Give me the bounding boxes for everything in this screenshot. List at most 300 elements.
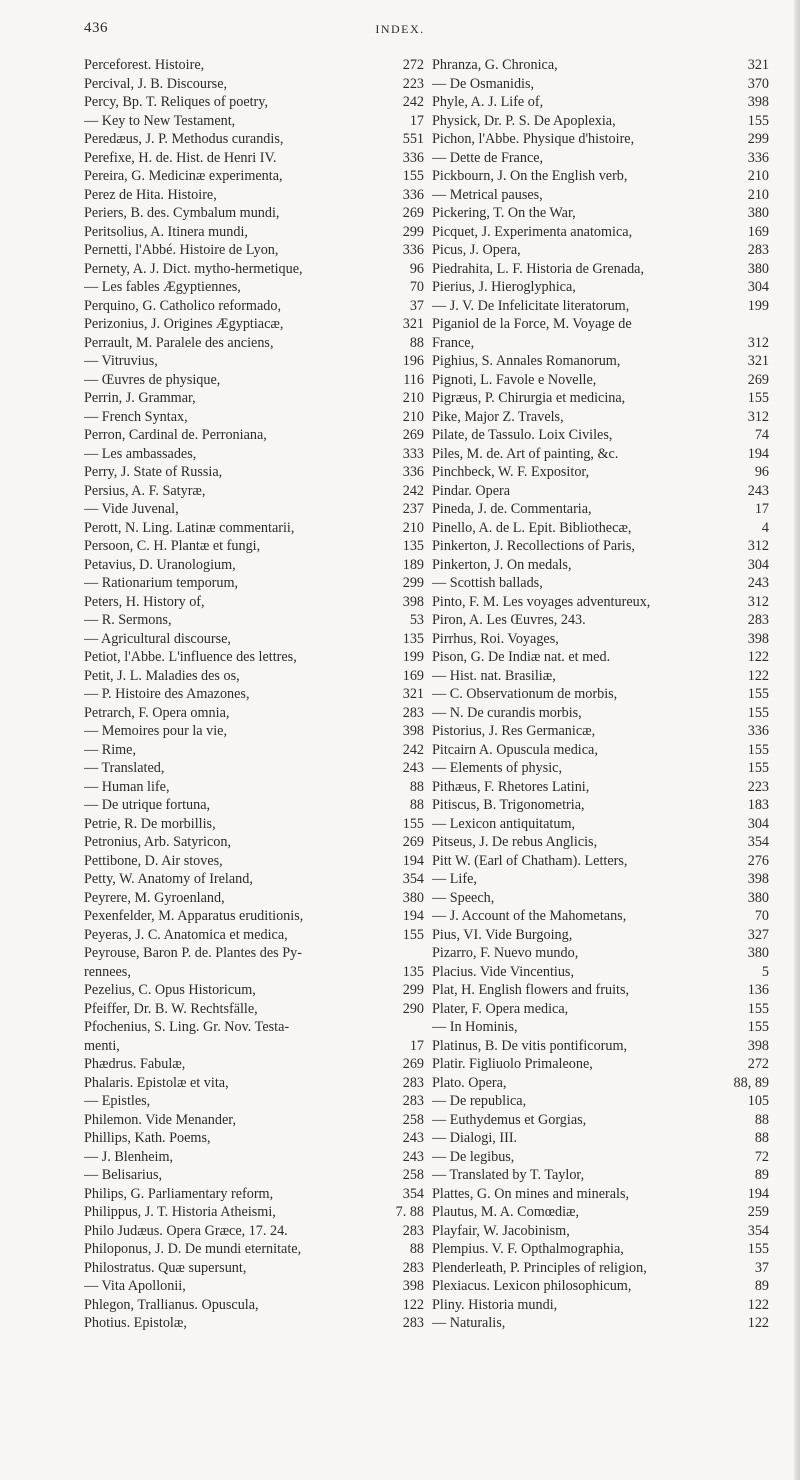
index-entry — [432, 500, 769, 519]
index-entry — [84, 1259, 424, 1278]
index-entry-text: — Naturalis, — [432, 1315, 506, 1331]
index-entry-page: 304 — [747, 556, 769, 573]
index-entry — [84, 852, 424, 871]
index-entry — [432, 593, 769, 612]
index-entry-text: Peters, H. History of, — [84, 593, 205, 610]
index-entry-page: 269 — [402, 205, 424, 221]
index-entry — [84, 593, 424, 612]
index-entry-text: Plattes, G. On mines and minerals, — [432, 1185, 630, 1202]
index-entry — [84, 1055, 424, 1074]
index-entry-page: 155 — [402, 815, 424, 832]
index-entry-text: — Speech, — [432, 889, 495, 906]
index-entry-page: 210 — [747, 186, 769, 203]
index-entry — [432, 889, 769, 908]
index-entry-text: — Translated by T. Taylor, — [432, 1167, 585, 1183]
index-entry — [84, 796, 424, 815]
index-entry-page: 155 — [747, 704, 769, 721]
index-entry-page: 354 — [747, 834, 769, 850]
index-entry — [84, 371, 424, 390]
index-entry-text: Pernetti, l'Abbé. Histoire de Lyon, — [84, 242, 279, 258]
index-entry-text: — R. Sermons, — [84, 612, 172, 628]
index-entry-page: 37 — [754, 1259, 769, 1276]
index-entry-page: 53 — [409, 612, 424, 628]
index-entry — [84, 260, 424, 279]
index-entry-text: Platir. Figliuolo Primaleone, — [432, 1056, 593, 1072]
index-entry-page: 135 — [402, 538, 424, 554]
index-entry — [84, 1037, 424, 1056]
index-entry-text: Phyle, A. J. Life of, — [432, 94, 544, 110]
index-entry — [84, 1314, 424, 1333]
index-entry-page: 242 — [402, 482, 424, 499]
index-entry-text: Pinkerton, J. On medals, — [432, 556, 572, 573]
index-entry-page: 70 — [754, 908, 769, 924]
index-entry-text: — Elements of physic, — [432, 760, 563, 776]
index-entry-text: Physick, Dr. P. S. De Apoplexia, — [432, 112, 616, 129]
index-entry-page: 551 — [402, 131, 424, 147]
index-entry-text: Perizonius, J. Origines Ægyptiacæ, — [84, 316, 284, 332]
index-entry — [432, 648, 769, 667]
index-entry-page: 380 — [747, 945, 769, 961]
index-entry — [432, 389, 769, 408]
index-entry — [84, 1222, 424, 1241]
index-entry-page: 105 — [747, 1093, 769, 1109]
index-entry — [84, 556, 424, 575]
index-entry — [432, 1148, 769, 1167]
index-entry-page: 135 — [402, 630, 424, 647]
index-entry — [84, 1092, 424, 1111]
index-entry — [432, 112, 769, 131]
index-entry — [84, 463, 424, 482]
index-entry-text: — Translated, — [84, 760, 165, 776]
index-entry-page: 258 — [402, 1111, 424, 1128]
index-entry-text: Pierius, J. Hieroglyphica, — [432, 279, 576, 295]
index-entry — [432, 778, 769, 797]
index-entry-page: 299 — [402, 575, 424, 591]
index-entry-page: 72 — [754, 1148, 769, 1165]
index-entry — [84, 1018, 424, 1037]
index-entry-page: 370 — [747, 75, 769, 92]
index-entry-page: 327 — [747, 926, 769, 943]
index-entry-text: Peyrere, M. Gyroenland, — [84, 889, 225, 906]
index-entry — [84, 1111, 424, 1130]
index-entry-text: Pizarro, F. Nuevo mundo, — [432, 945, 579, 961]
index-entry-text: Pike, Major Z. Travels, — [432, 408, 564, 425]
index-entry-page: 88 — [409, 334, 424, 351]
index-entry-text: Pilate, de Tassulo. Loix Civiles, — [432, 427, 613, 443]
index-entry — [432, 56, 769, 75]
index-entry — [84, 519, 424, 538]
index-entry-page: 155 — [402, 926, 424, 943]
index-entry — [84, 445, 424, 464]
index-entry-text: — C. Observationum de morbis, — [432, 686, 618, 702]
index-entry-text: Plenderleath, P. Principles of religion, — [432, 1259, 647, 1276]
index-entry — [432, 852, 769, 871]
index-entry-page: 276 — [747, 852, 769, 869]
index-entry-page: 321 — [402, 316, 424, 332]
index-entry — [432, 1222, 769, 1241]
index-entry-text: Piron, A. Les Œuvres, 243. — [432, 612, 586, 628]
index-entry-page: 283 — [402, 704, 424, 721]
index-entry-page: 269 — [402, 427, 424, 443]
index-entry-text: Pinchbeck, W. F. Expositor, — [432, 464, 590, 480]
index-entry-page: 189 — [402, 556, 424, 573]
index-entry-page: 299 — [402, 982, 424, 998]
index-entry-page: 155 — [747, 390, 769, 406]
index-entry-page: 336 — [402, 464, 424, 480]
index-entry — [432, 482, 769, 501]
index-entry-page: 283 — [747, 612, 769, 628]
index-entry — [432, 186, 769, 205]
index-entry-page: 155 — [747, 1000, 769, 1017]
index-entry — [432, 223, 769, 242]
index-entry — [84, 500, 424, 519]
index-entry-text: menti, — [84, 1037, 120, 1054]
index-entry-page: 122 — [747, 667, 769, 684]
index-entry — [84, 889, 424, 908]
index-entry-text: Petiot, l'Abbe. L'influence des lettres, — [84, 649, 297, 665]
index-entry-text: — Belisarius, — [84, 1167, 163, 1183]
index-entry-text: — Hist. nat. Brasiliæ, — [432, 667, 556, 684]
index-entry-text: Philemon. Vide Menander, — [84, 1111, 236, 1128]
index-entry-text: Perez de Hita. Histoire, — [84, 186, 217, 203]
index-entry-page: 312 — [747, 593, 769, 610]
index-entry-text: Playfair, W. Jacobinism, — [432, 1222, 570, 1239]
index-entry — [432, 1166, 769, 1185]
index-entry-text: — De legibus, — [432, 1148, 515, 1165]
index-entry — [432, 722, 769, 741]
index-entry-page: 122 — [747, 1315, 769, 1331]
index-entry-text: Pickering, T. On the War, — [432, 205, 576, 221]
index-entry-text: Pitt W. (Earl of Chatham). Letters, — [432, 852, 628, 869]
index-entry-page: 398 — [747, 94, 769, 110]
index-entry — [432, 926, 769, 945]
index-entry-page: 89 — [754, 1167, 769, 1183]
index-entry-text: — De Osmanidis, — [432, 75, 535, 92]
index-entry-text: Percival, J. B. Discourse, — [84, 75, 228, 92]
index-entry — [84, 1277, 424, 1296]
index-entry — [84, 833, 424, 852]
index-entry-page: 243 — [747, 482, 769, 499]
index-entry-page: 169 — [747, 223, 769, 240]
index-entry — [432, 260, 769, 279]
index-entry-page: 398 — [747, 871, 769, 887]
index-entry-text: — Rationarium temporum, — [84, 575, 239, 591]
index-entry — [432, 667, 769, 686]
index-entry-page: 380 — [747, 205, 769, 221]
index-entry — [84, 93, 424, 112]
index-entry-page: 169 — [402, 667, 424, 684]
index-entry-page: 321 — [747, 353, 769, 369]
index-entry-text: — In Hominis, — [432, 1019, 518, 1035]
index-entry-page: 299 — [747, 131, 769, 147]
index-entry — [432, 556, 769, 575]
index-entry — [84, 149, 424, 168]
index-entry-text: — De republica, — [432, 1093, 527, 1109]
index-entry-text: — J. V. De Infelicitate literatorum, — [432, 297, 630, 314]
index-entry-page: 17 — [409, 112, 424, 129]
index-entry — [432, 130, 769, 149]
index-entry-text: Platinus, B. De vitis pontificorum, — [432, 1037, 628, 1054]
index-entry-page: 243 — [402, 1130, 424, 1146]
index-entry-text: — Dette de France, — [432, 149, 544, 166]
index-entry-text: Perott, N. Ling. Latinæ commentarii, — [84, 519, 295, 536]
index-entry-text: — De utrique fortuna, — [84, 797, 211, 813]
index-entry-page: 89 — [754, 1278, 769, 1294]
index-entry-page: 269 — [747, 371, 769, 388]
index-entry-page: 210 — [402, 408, 424, 425]
index-entry-page: 96 — [409, 260, 424, 277]
index-entry-text: Pithæus, F. Rhetores Latini, — [432, 778, 590, 795]
index-entry-page: 210 — [402, 390, 424, 406]
index-entry-page: 269 — [402, 834, 424, 850]
index-entry — [84, 408, 424, 427]
index-entry-text: Pernety, A. J. Dict. mytho-hermetique, — [84, 260, 303, 277]
index-entry-text: Petrarch, F. Opera omnia, — [84, 704, 230, 721]
index-entry — [84, 75, 424, 94]
index-entry — [432, 574, 769, 593]
index-entry-text: Placius. Vide Vincentius, — [432, 963, 574, 980]
index-entry-text: Philippus, J. T. Historia Atheismi, — [84, 1204, 276, 1220]
index-entry-text: France, — [432, 334, 475, 351]
index-entry-text: Pfeiffer, Dr. B. W. Rechtsfälle, — [84, 1000, 258, 1017]
index-entry-text: — Vita Apollonii, — [84, 1278, 186, 1294]
index-entry-text: Petrie, R. De morbillis, — [84, 815, 216, 832]
index-entry-page: 242 — [402, 741, 424, 758]
index-entry-page: 5 — [761, 963, 769, 980]
index-entry-text: Plato. Opera, — [432, 1074, 507, 1091]
index-entry-page: 243 — [402, 760, 424, 776]
index-entry-text: Plautus, M. A. Comœdiæ, — [432, 1204, 580, 1220]
index-entry-text: — Human life, — [84, 778, 170, 795]
index-entry-text: Peritsolius, A. Itinera mundi, — [84, 223, 248, 240]
index-entry-text: Pigræus, P. Chirurgia et medicina, — [432, 390, 626, 406]
index-entry-page: 88 — [754, 1130, 769, 1146]
index-entry-page: 155 — [402, 168, 424, 184]
index-entry-text: — Vide Juvenal, — [84, 501, 179, 517]
index-entry — [432, 815, 769, 834]
index-entry — [84, 334, 424, 353]
index-entry-page: 336 — [747, 149, 769, 166]
index-entry-text: Plat, H. English flowers and fruits, — [432, 982, 630, 998]
index-entry — [432, 334, 769, 353]
index-entry — [432, 870, 769, 889]
index-entry — [432, 759, 769, 778]
index-entry-text: Perrin, J. Grammar, — [84, 390, 196, 406]
index-entry-page: 283 — [402, 1093, 424, 1109]
index-entry-text: Philostratus. Quæ supersunt, — [84, 1259, 247, 1276]
index-entry-page: 237 — [402, 501, 424, 517]
index-entry-page: 242 — [402, 94, 424, 110]
index-entry-page: 398 — [402, 723, 424, 739]
index-entry-page: 258 — [402, 1167, 424, 1183]
index-entry-page: 398 — [747, 630, 769, 647]
index-entry — [432, 93, 769, 112]
index-entry-page: 380 — [402, 889, 424, 906]
index-entry-text: Pitiscus, B. Trigonometria, — [432, 797, 585, 813]
index-entry-text: Peyrouse, Baron P. de. Plantes des Py- — [84, 945, 302, 961]
index-entry — [432, 1296, 769, 1315]
index-entry-text: Pirrhus, Roi. Voyages, — [432, 630, 559, 647]
index-entry — [84, 1296, 424, 1315]
index-entry-text: Pliny. Historia mundi, — [432, 1296, 558, 1313]
index-entry — [84, 1129, 424, 1148]
index-entry-page: 7. 88 — [395, 1204, 424, 1220]
index-entry — [84, 611, 424, 630]
index-entry-page: 88 — [409, 797, 424, 813]
index-entry-page: 398 — [402, 593, 424, 610]
index-entry-page: 223 — [747, 778, 769, 795]
index-entry — [432, 1314, 769, 1333]
index-entry — [84, 1000, 424, 1019]
index-entry-text: Phædrus. Fabulæ, — [84, 1056, 186, 1072]
index-entry — [84, 926, 424, 945]
index-entry — [84, 815, 424, 834]
index-entry-page: 272 — [402, 57, 424, 73]
index-entry-text: Phlegon, Trallianus. Opuscula, — [84, 1296, 259, 1313]
index-entry-text: — Scottish ballads, — [432, 575, 543, 591]
index-entry-page: 155 — [747, 1019, 769, 1035]
index-entry — [432, 1055, 769, 1074]
index-entry-page: 336 — [402, 242, 424, 258]
index-entry-page: 88 — [409, 778, 424, 795]
index-entry-page: 283 — [747, 242, 769, 258]
index-entry — [432, 944, 769, 963]
index-entry-page: 155 — [747, 760, 769, 776]
index-entry-text: — Les ambassades, — [84, 445, 197, 462]
index-entry — [432, 1111, 769, 1130]
index-entry-page: 304 — [747, 815, 769, 832]
index-entry — [84, 1148, 424, 1167]
index-entry-page: 96 — [754, 464, 769, 480]
index-entry-text: — Œuvres de physique, — [84, 371, 221, 388]
index-entry-page: 223 — [402, 75, 424, 92]
index-entry — [84, 1185, 424, 1204]
index-entry-text: Pexenfelder, M. Apparatus eruditionis, — [84, 908, 304, 924]
index-entry-text: Petronius, Arb. Satyricon, — [84, 834, 231, 850]
index-entry-page: 136 — [747, 982, 769, 998]
index-entry-page: 398 — [747, 1037, 769, 1054]
index-entry-text: Pius, VI. Vide Burgoing, — [432, 926, 573, 943]
index-entry-page: 70 — [409, 279, 424, 295]
index-entry — [84, 426, 424, 445]
index-entry-text: Picus, J. Opera, — [432, 242, 521, 258]
index-entry-text: Pezelius, C. Opus Historicum, — [84, 982, 256, 998]
index-entry-text: — Metrical pauses, — [432, 186, 543, 203]
index-entry — [432, 241, 769, 260]
index-entry-text: — Dialogi, III. — [432, 1130, 518, 1146]
index-entry-text: Perry, J. State of Russia, — [84, 464, 223, 480]
page-number: 436 — [84, 20, 108, 36]
index-entry-text: Perrault, M. Paralele des anciens, — [84, 334, 274, 351]
index-entry — [432, 352, 769, 371]
index-entry-text: Philo Judæus. Opera Græce, 17. 24. — [84, 1222, 288, 1239]
index-entry-page: 336 — [747, 723, 769, 739]
index-entry — [84, 167, 424, 186]
index-entry-text: — Vitruvius, — [84, 353, 158, 369]
index-entry-text: Peyeras, J. C. Anatomica et medica, — [84, 926, 288, 943]
index-entry — [84, 963, 424, 982]
index-entry — [432, 741, 769, 760]
index-entry-text: Periers, B. des. Cymbalum mundi, — [84, 205, 280, 221]
index-entry-page: 380 — [747, 260, 769, 277]
index-entry — [432, 1129, 769, 1148]
index-entry — [432, 167, 769, 186]
index-entry-page: 333 — [402, 445, 424, 462]
index-entry-page: 283 — [402, 1074, 424, 1091]
index-entry-page: 354 — [402, 1185, 424, 1202]
index-entry-page: 155 — [747, 1241, 769, 1257]
index-entry-text: rennees, — [84, 963, 131, 980]
index-entry-text: — Memoires pour la vie, — [84, 723, 228, 739]
index-entry-page: 74 — [754, 427, 769, 443]
index-entry — [84, 648, 424, 667]
index-entry-page: 194 — [402, 908, 424, 924]
index-entry-text: — Lexicon antiquitatum, — [432, 815, 576, 832]
index-entry-text: Perron, Cardinal de. Perroniana, — [84, 427, 267, 443]
index-entry — [432, 704, 769, 723]
index-entry-page: 155 — [747, 686, 769, 702]
index-entry-page: 122 — [747, 1296, 769, 1313]
index-entry — [84, 482, 424, 501]
index-entry — [84, 630, 424, 649]
index-entry-text: — Les fables Ægyptiennes, — [84, 279, 241, 295]
index-entry — [84, 297, 424, 316]
index-entry-text: Phranza, G. Chronica, — [432, 57, 558, 73]
index-entry-text: Percy, Bp. T. Reliques of poetry, — [84, 94, 269, 110]
index-entry — [84, 981, 424, 1000]
index-entry-text: Pinto, F. M. Les voyages adventureux, — [432, 593, 651, 610]
index-entry — [432, 297, 769, 316]
index-entry-page: 299 — [402, 223, 424, 240]
index-entry-page: 269 — [402, 1056, 424, 1072]
index-entry-page: 210 — [402, 519, 424, 536]
index-entry-text: Persoon, C. H. Plantæ et fungi, — [84, 538, 261, 554]
index-entry-text: Phillips, Kath. Poems, — [84, 1130, 211, 1146]
index-column-left — [84, 56, 424, 1333]
index-entry — [84, 870, 424, 889]
index-entry — [84, 704, 424, 723]
index-entry — [84, 778, 424, 797]
index-entry — [84, 574, 424, 593]
index-entry-text: — Life, — [432, 871, 477, 887]
index-entry — [432, 278, 769, 297]
index-entry-text: Picquet, J. Experimenta anatomica, — [432, 223, 633, 240]
index-entry-text: Pindar. Opera — [432, 482, 511, 499]
index-entry — [84, 352, 424, 371]
index-entry-text: Pison, G. De Indiæ nat. et med. — [432, 649, 611, 665]
index-entry-text: Plater, F. Opera medica, — [432, 1000, 569, 1017]
index-entry — [432, 1000, 769, 1019]
index-entry — [84, 685, 424, 704]
index-entry-page: 194 — [747, 1185, 769, 1202]
index-entry-page: 312 — [747, 538, 769, 554]
index-entry-text: Pichon, l'Abbe. Physique d'histoire, — [432, 131, 635, 147]
index-entry — [432, 1277, 769, 1296]
index-entry — [84, 112, 424, 131]
index-entry — [432, 371, 769, 390]
index-entry-page: 37 — [409, 297, 424, 314]
index-entry-text: Perquino, G. Catholico reformado, — [84, 297, 282, 314]
index-entry-text: Pinello, A. de L. Epit. Bibliothecæ, — [432, 519, 632, 536]
index-entry-text: Pereira, G. Medicinæ experimenta, — [84, 168, 283, 184]
index-entry-page: 183 — [747, 797, 769, 813]
running-head: INDEX. — [375, 22, 425, 36]
index-entry-text: Pickbourn, J. On the English verb, — [432, 168, 628, 184]
index-entry-page: 283 — [402, 1222, 424, 1239]
index-entry — [432, 1203, 769, 1222]
index-entry — [84, 1074, 424, 1093]
index-entry — [432, 1037, 769, 1056]
